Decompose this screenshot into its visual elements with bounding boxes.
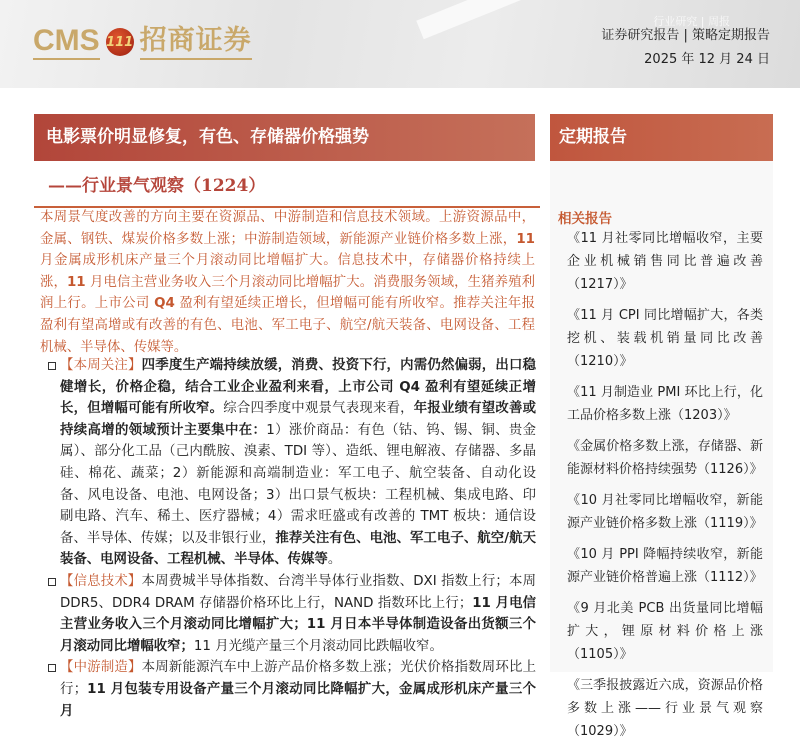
text-segment: 年报业绩有望改善或持续高增的领域预计主要集中在： <box>60 401 537 438</box>
report-body <box>48 355 536 722</box>
header-meta <box>601 15 770 72</box>
bullet-tag: 【中游制造】 <box>60 660 142 676</box>
bullet-paragraph <box>48 657 536 722</box>
related-report-link[interactable]: 《11 月社零同比增幅收窄，主要企业机械销售同比普遍改善（1217）》 <box>567 231 763 292</box>
text-segment: 月电信主营业务收入三个月滚动同比增幅扩大。消费服务领域，生猪养殖利润上行。上市公司 <box>40 274 535 312</box>
bullet-tag: 【本周关注】 <box>60 358 142 373</box>
text-segment: 本周费城半导体指数、台湾半导体行业指数、DXI 指数上行；本周 DDR5、DDR4 DRAM 存储器价格环比上行，NAND 指数环比上行； <box>60 573 536 611</box>
text-segment: 推荐关注有色、电池、军工电子、航空/航天装备、电网设备、工程机械、半导体、传媒等 <box>60 530 537 568</box>
bullet-paragraph <box>48 571 536 657</box>
text-segment: 四季度生产端持续放缓，消费、投资下行，内需仍然偏弱，出口稳健增长，价格企稳，结合工业企业盈利来看，上市公司 Q4 盈利有望延续正增长，但增幅可能有所收窄。 <box>60 358 537 417</box>
related-report-link[interactable]: 《三季报披露近六成，资源品价格多数上涨——行业景气观察（1029）》 <box>567 678 763 739</box>
text-segment: Q4 <box>154 296 175 312</box>
related-report-link[interactable]: 《9 月北美 PCB 出货量同比增幅扩大，锂原材料价格上涨（1105）》 <box>567 601 763 662</box>
related-report-link[interactable]: 《10 月社零同比增幅收窄，新能源产业链价格多数上涨（1119）》 <box>567 493 763 531</box>
text-segment: 11 月光缆产量三个月滚动同比跌幅收窄。 <box>193 638 443 654</box>
related-reports-list <box>567 227 763 751</box>
report-title: 电影票价明显修复，有色、存储器价格强势 <box>34 114 535 161</box>
bullet-paragraph <box>48 355 536 571</box>
text-segment: 11 <box>516 231 535 247</box>
report-date: 2025 年 12 月 24 日 <box>644 52 770 67</box>
text-segment: 本周景气度改善的方向主要在资源品、中游制造和信息技术领域。上游资源品中，金属、钢铁、煤炭价格多数上涨；中游制造领域，新能源产业链价格多数上涨， <box>40 210 535 247</box>
related-report-link[interactable]: 《11 月制造业 PMI 环比上行，化工品价格多数上涨（1203）》 <box>567 385 763 423</box>
text-segment: 综合四季度中观景气表现来看， <box>223 401 414 417</box>
bullet-square-icon <box>48 578 56 586</box>
report-type: 证券研究报告 | 策略定期报告 <box>601 28 770 43</box>
report-header <box>0 0 800 88</box>
logo-en: CMS <box>33 24 100 60</box>
text-segment: 盈利有望延续正增长，但增幅可能有所收窄。推荐关注年报盈利有望高增或有改善的有色、电池、军工电子、航空/航天装备、电网设备、工程机械、半导体、传媒等。 <box>40 296 535 355</box>
sidebar <box>550 161 773 739</box>
logo-seal-icon: 111 <box>106 28 134 56</box>
summary-paragraph <box>40 207 535 358</box>
faint-text: 行业研究 | 周报 <box>653 15 730 28</box>
related-report-link[interactable]: 《11 月 CPI 同比增幅扩大，各类挖机、装载机销量同比改善（1210）》 <box>567 308 763 369</box>
bullet-square-icon <box>48 362 56 370</box>
text-segment: 本周新能源汽车中上游产品价格多数上涨；光伏价格指数周环比上行； <box>60 660 537 697</box>
text-segment: 月金属成形机床产量三个月滚动同比增幅扩大。信息技术中，存储器价格持续上涨， <box>40 253 535 290</box>
cms-logo <box>33 24 252 60</box>
related-report-link[interactable]: 《金属价格多数上涨，存储器、新能源材料价格持续强势（1126）》 <box>567 439 763 477</box>
related-reports-heading: 相关报告 <box>558 211 612 227</box>
text-segment: 11 <box>66 274 86 290</box>
sidebar-title: 定期报告 <box>550 114 773 161</box>
text-segment: 11 月电信主营业务收入三个月滚动同比增幅扩大；11 月日本半导体制造设备出货额三个月滚动同比增幅收窄； <box>60 595 537 654</box>
report-subtitle: ——行业景气观察（1224） <box>48 176 266 196</box>
text-segment: 11 月包装专用设备产量三个月滚动同比降幅扩大，金属成形机床产量三个月 <box>60 681 537 719</box>
bullet-square-icon <box>48 664 56 672</box>
related-report-link[interactable]: 《10 月 PPI 降幅持续收窄，新能源产业链价格普遍上涨（1112）》 <box>567 547 763 585</box>
text-segment: 。 <box>327 552 342 568</box>
bullet-tag: 【信息技术】 <box>60 573 142 589</box>
logo-cn: 招商证券 <box>140 24 252 60</box>
text-segment: 1）涨价商品：有色（钴、钨、锡、铜、贵金属）、部分化工品（己内酰胺、溴素、TDI 等）、造纸、锂电解液、存储器、多晶硅、棉花、蔬菜；2）新能源和高端制造业：军工电子、航空装备、自动化设备、风电设备、电池、电网设备；3）出口景气板块：工程机械、集成电路、印刷电路、汽车、稀土、医疗器械；4）需求旺盛或有改善的 TMT 板块：通信设备、半导体、传媒；以及非银行业， <box>60 422 537 546</box>
